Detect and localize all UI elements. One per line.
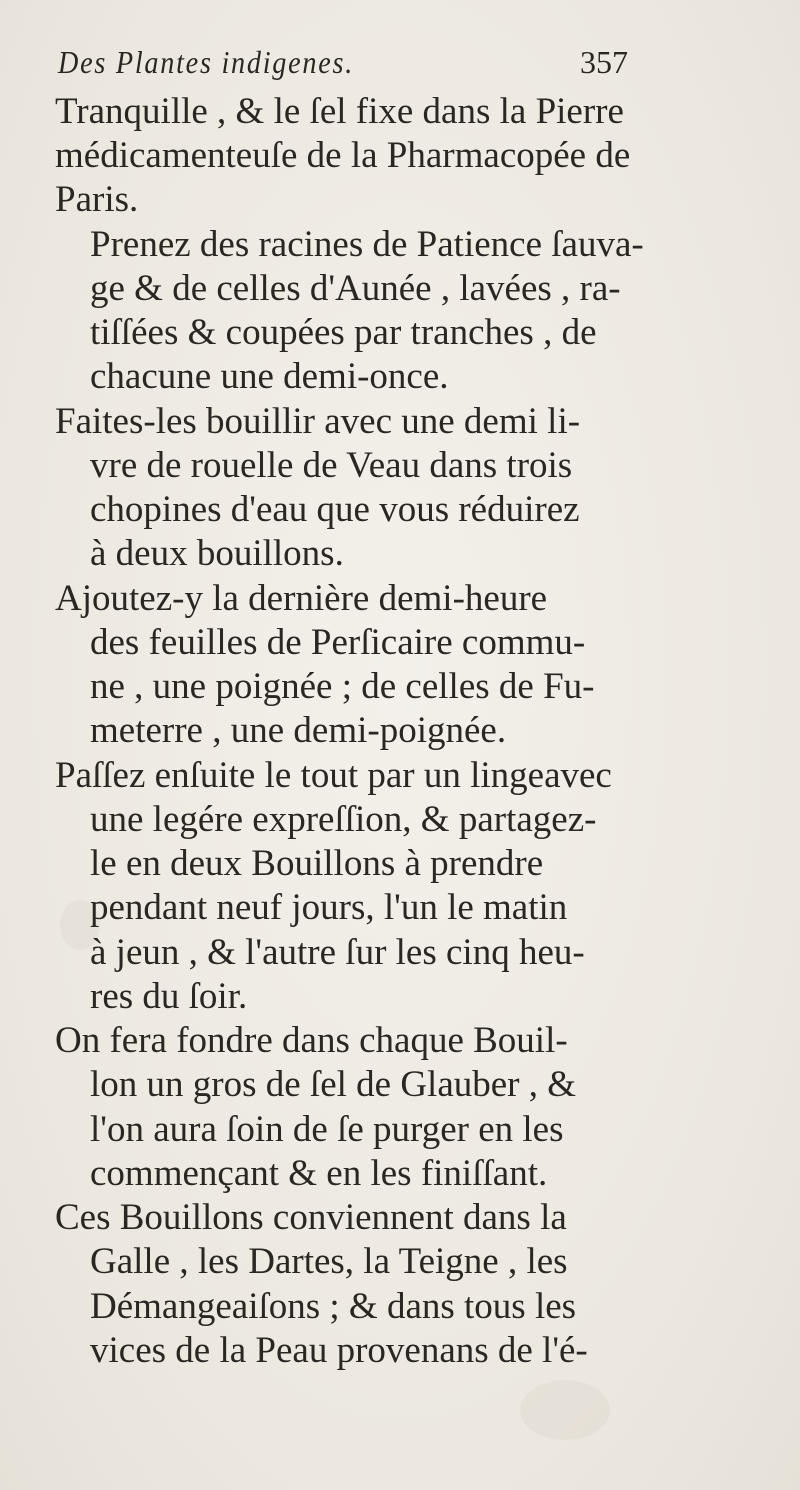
page-number: 357 [580, 44, 628, 80]
text-line: Prenez des racines de Patience ſauva- [90, 224, 644, 265]
text-line: Faites-les bouillir avec une demi li- [55, 401, 581, 442]
text-line: ne , une poignée ; de celles de Fu- [90, 666, 595, 707]
text-line: res du ſoir. [90, 976, 248, 1017]
text-line: le en deux Bouillons à prendre [90, 843, 544, 884]
text-line: meterre , une demi-poignée. [90, 710, 507, 751]
text-line: à jeun , & l'autre ſur les cinq heu- [90, 932, 585, 973]
text-line: ge & de celles d'Aunée , lavées , ra- [90, 268, 621, 309]
text-line: une legére expreſſion, & partagez- [90, 799, 597, 840]
text-line: Ces Bouillons conviennent dans la [55, 1197, 567, 1238]
text-line: On fera fondre dans chaque Bouil- [55, 1020, 568, 1061]
text-line: lon un gros de ſel de Glauber , & [90, 1064, 577, 1105]
text-line: vre de rouelle de Veau dans trois [90, 445, 573, 486]
text-line: vices de la Peau provenans de l'é- [90, 1330, 588, 1371]
running-title: Des Plantes indigenes. [58, 44, 355, 80]
text-line: Démangeaiſons ; & dans tous les [90, 1286, 577, 1327]
text-line: chopines d'eau que vous réduirez [90, 489, 580, 530]
text-line: Paris. [55, 179, 139, 220]
text-line: Galle , les Dartes, la Teigne , les [90, 1241, 568, 1282]
text-line: tiſſées & coupées par tranches , de [90, 312, 597, 353]
text-line: l'on aura ſoin de ſe purger en les [90, 1109, 564, 1150]
text-line: commençant & en les finiſſant. [90, 1153, 548, 1194]
text-line: Tranquille , & le ſel fixe dans la Pierre [55, 91, 624, 132]
paper-stain [520, 1380, 610, 1440]
page-header [58, 44, 628, 90]
text-line: Ajoutez-y la dernière demi-heure [55, 578, 548, 619]
text-line: des feuilles de Perſicaire commu- [90, 622, 586, 663]
text-line: pendant neuf jours, l'un le matin [90, 887, 568, 928]
text-line: à deux bouillons. [90, 533, 344, 574]
text-line: chacune une demi-once. [90, 356, 449, 397]
text-line: Paſſez enſuite le tout par un lingeavec [55, 755, 612, 796]
text-line: médicamenteuſe de la Pharmacopée de [55, 135, 631, 176]
